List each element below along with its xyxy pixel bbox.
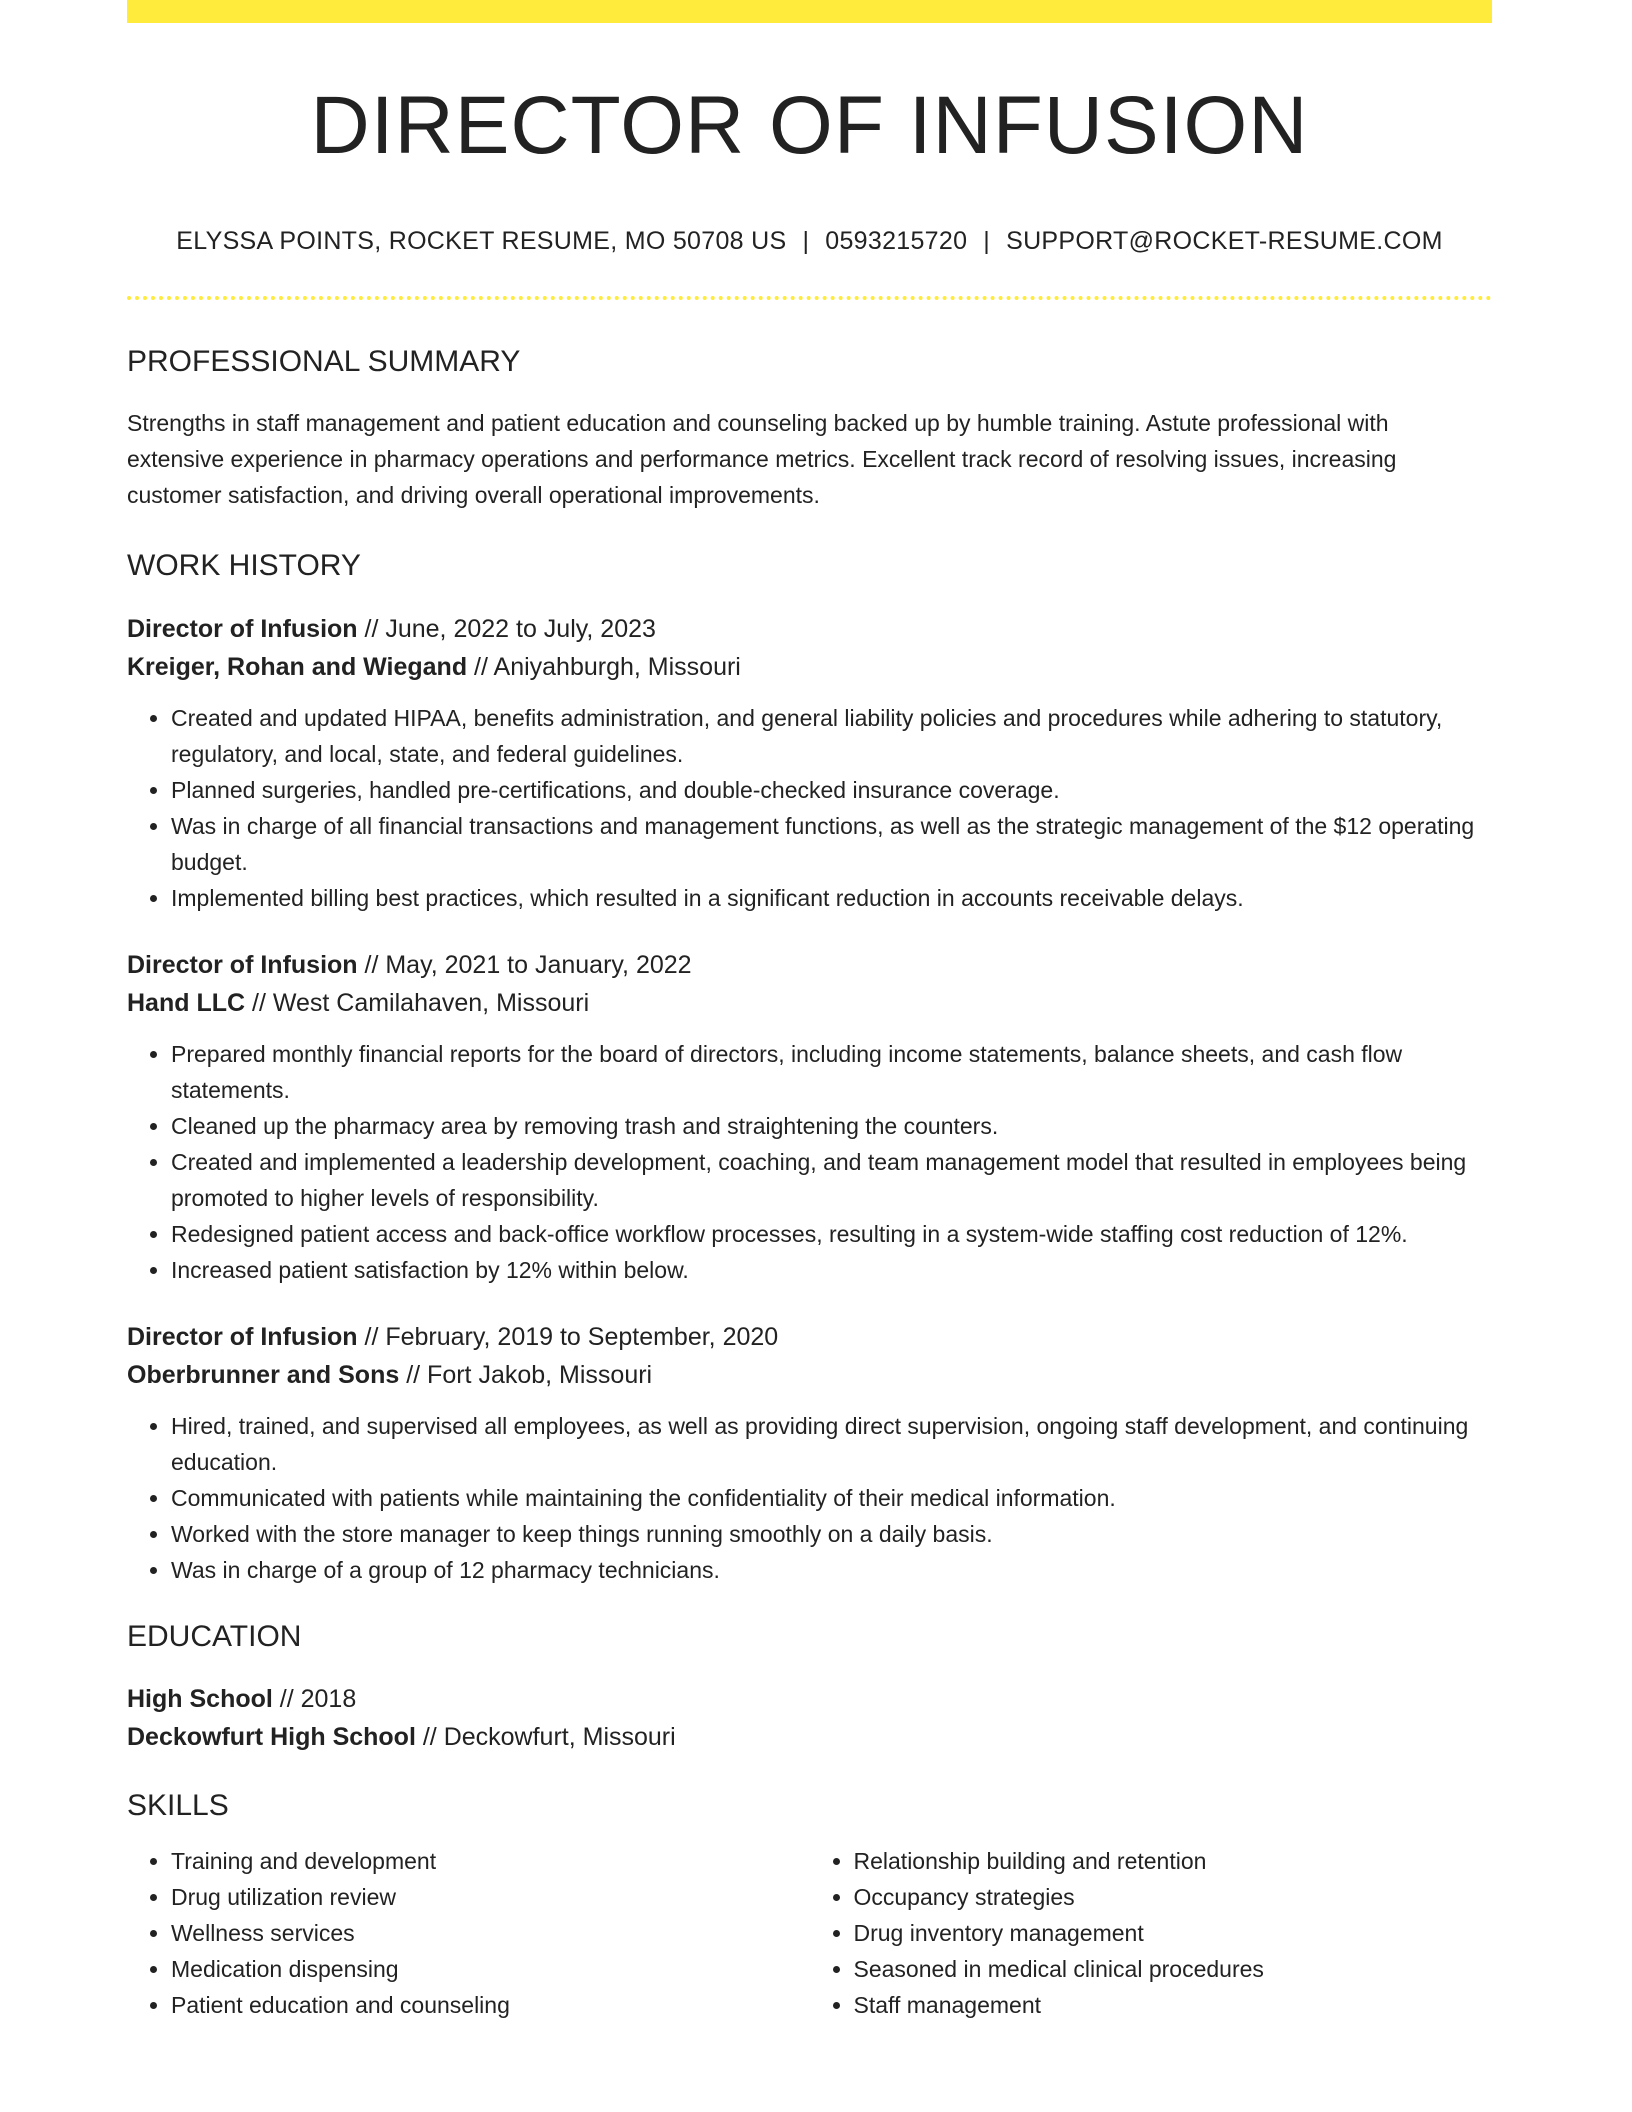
- skills-list: [127, 1843, 810, 2023]
- job-bullet: • Cleaned up the pharmacy area by removing trash and straightening the counters.: [171, 1108, 1492, 1144]
- resume-page: [127, 0, 1492, 2023]
- skills-list: [810, 1843, 1493, 2023]
- skill-item: • Wellness services: [171, 1915, 810, 1951]
- job-bullet: • Planned surgeries, handled pre-certifications, and double-checked insurance coverage.: [171, 772, 1492, 808]
- education-school-line: [127, 1718, 1492, 1756]
- job-bullet: • Created and updated HIPAA, benefits administration, and general liability policies and procedures while adhering to statutory, regulatory, and local, state, and federal guidelines.: [171, 700, 1492, 772]
- skill-item: • Occupancy strategies: [854, 1879, 1493, 1915]
- summary-heading: PROFESSIONAL SUMMARY: [127, 345, 521, 378]
- job-title: Director of Infusion: [127, 1323, 358, 1351]
- summary-text: Strengths in staff management and patient education and counseling backed up by humble training. Astute professional with extensive experience in pharmacy operations and performance metrics. Excellent track record of resolving issues, increasing customer satisfaction, and driving overall operational improvements.: [127, 410, 1397, 508]
- education-year: // 2018: [272, 1685, 357, 1713]
- skill-item: • Medication dispensing: [171, 1951, 810, 1987]
- skill-item: • Training and development: [171, 1843, 810, 1879]
- contact-address: ELYSSA POINTS, ROCKET RESUME, MO 50708 US: [176, 227, 787, 255]
- job-entry: [127, 610, 1492, 916]
- education-location: // Deckowfurt, Missouri: [415, 1723, 676, 1751]
- job-entry: [127, 946, 1492, 1288]
- education-entry: [127, 1680, 1492, 1756]
- job-company: Hand LLC: [127, 989, 246, 1017]
- job-title-line: [127, 610, 1492, 648]
- job-dates: // February, 2019 to September, 2020: [357, 1323, 779, 1351]
- resume-title: DIRECTOR OF INFUSION: [310, 80, 1309, 171]
- job-bullet: • Implemented billing best practices, which resulted in a significant reduction in accounts receivable delays.: [171, 880, 1492, 916]
- job-bullet: • Redesigned patient access and back-office workflow processes, resulting in a system-wide staffing cost reduction of 12%.: [171, 1216, 1492, 1252]
- contact-separator: |: [983, 227, 991, 255]
- skill-item: • Drug inventory management: [854, 1915, 1493, 1951]
- job-company: Kreiger, Rohan and Wiegand: [127, 653, 468, 681]
- skill-item: • Drug utilization review: [171, 1879, 810, 1915]
- job-bullet: • Hired, trained, and supervised all employees, as well as providing direct supervision, ongoing staff development, and continuing education.: [171, 1408, 1492, 1480]
- education-degree-line: [127, 1680, 1492, 1718]
- job-title: Director of Infusion: [127, 951, 358, 979]
- job-company-line: [127, 984, 1492, 1022]
- contact-separator: |: [802, 227, 810, 255]
- job-location: // Fort Jakob, Missouri: [399, 1361, 653, 1389]
- dotted-divider: [127, 296, 1492, 300]
- job-entry: [127, 1318, 1492, 1588]
- work-history-heading: WORK HISTORY: [127, 549, 361, 582]
- job-bullet: • Worked with the store manager to keep things running smoothly on a daily basis.: [171, 1516, 1492, 1552]
- accent-top-bar: [127, 0, 1492, 23]
- job-location: // Aniyahburgh, Missouri: [467, 653, 741, 681]
- skills-column-right: [810, 1843, 1493, 2023]
- skills-column-left: [127, 1843, 810, 2023]
- job-dates: // May, 2021 to January, 2022: [357, 951, 692, 979]
- job-dates: // June, 2022 to July, 2023: [357, 615, 656, 643]
- education-degree: High School: [127, 1685, 273, 1713]
- job-bullets: [127, 700, 1492, 916]
- job-company-line: [127, 648, 1492, 686]
- job-title-line: [127, 1318, 1492, 1356]
- job-location: // West Camilahaven, Missouri: [245, 989, 590, 1017]
- contact-phone: 0593215720: [825, 227, 968, 255]
- job-bullet: • Was in charge of all financial transactions and management functions, as well as the strategic management of the $12 operating budget.: [171, 808, 1492, 880]
- job-bullet: • Communicated with patients while maintaining the confidentiality of their medical information.: [171, 1480, 1492, 1516]
- education-heading: EDUCATION: [127, 1620, 302, 1653]
- job-bullet: • Was in charge of a group of 12 pharmacy technicians.: [171, 1552, 1492, 1588]
- contact-email: SUPPORT@ROCKET-RESUME.COM: [1006, 227, 1443, 255]
- job-company-line: [127, 1356, 1492, 1394]
- skill-item: • Seasoned in medical clinical procedures: [854, 1951, 1493, 1987]
- skill-item: • Staff management: [854, 1987, 1493, 2023]
- skills-grid: [127, 1843, 1492, 2023]
- job-bullet: • Created and implemented a leadership development, coaching, and team management model that resulted in employees being promoted to higher levels of responsibility.: [171, 1144, 1492, 1216]
- job-company: Oberbrunner and Sons: [127, 1361, 400, 1389]
- contact-line: [127, 227, 1492, 256]
- skills-heading: SKILLS: [127, 1789, 229, 1822]
- job-bullet: • Increased patient satisfaction by 12% within below.: [171, 1252, 1492, 1288]
- job-bullets: [127, 1408, 1492, 1588]
- job-bullet: • Prepared monthly financial reports for the board of directors, including income statements, balance sheets, and cash flow statements.: [171, 1036, 1492, 1108]
- skill-item: • Relationship building and retention: [854, 1843, 1493, 1879]
- job-title: Director of Infusion: [127, 615, 358, 643]
- job-title-line: [127, 946, 1492, 984]
- skill-item: • Patient education and counseling: [171, 1987, 810, 2023]
- education-school: Deckowfurt High School: [127, 1723, 416, 1751]
- job-bullets: [127, 1036, 1492, 1288]
